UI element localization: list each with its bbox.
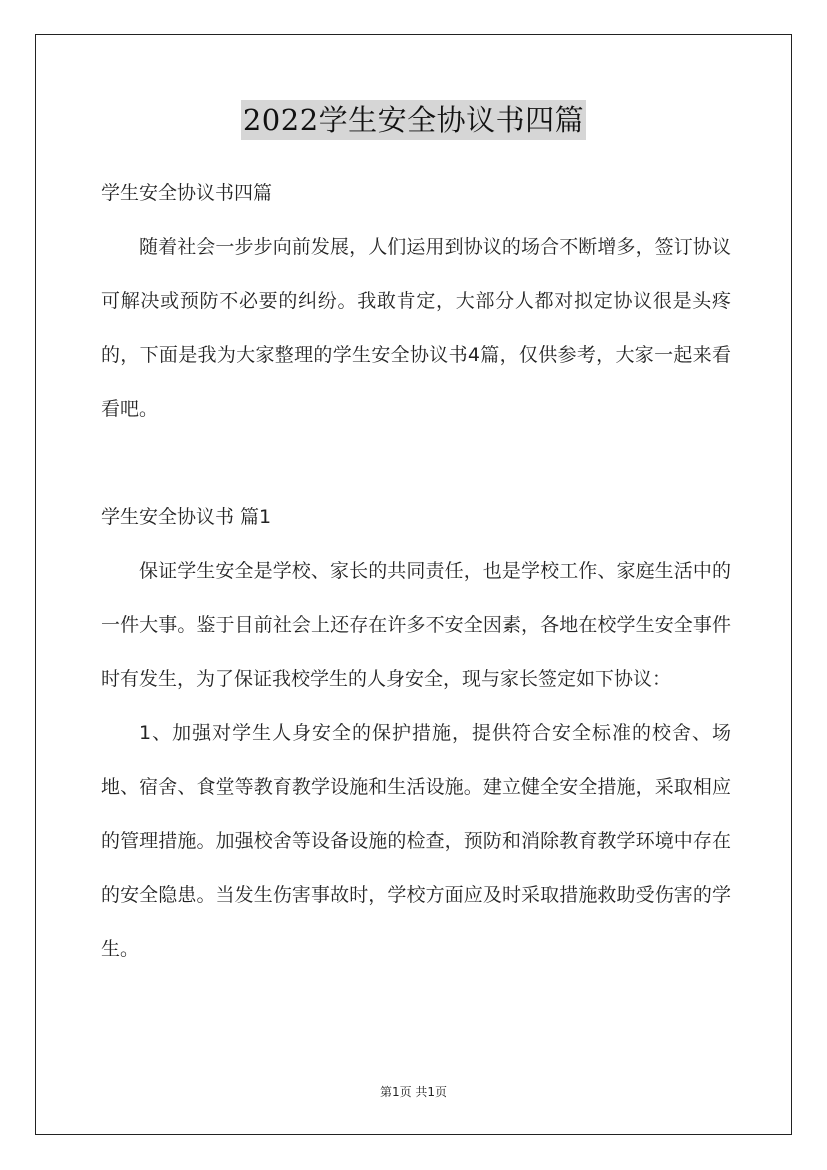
page-footer: 第1页 共1页	[379, 1085, 448, 1099]
title-container	[0, 100, 827, 140]
document-subtitle: 学生安全协议书四篇	[101, 182, 273, 204]
intro-paragraph: 随着社会一步步向前发展，人们运用到协议的场合不断增多，签订协议可解决或预防不必要的纠纷。我敢肯定，大部分人都对拟定协议很是头疼的，下面是我为大家整理的学生安全协议书4篇，仅供参考，大家一起来看看吧。	[101, 236, 731, 420]
section-paragraph-2: 1、加强对学生人身安全的保护措施，提供符合安全标准的校舍、场地、宿舍、食堂等教育教学设施和生活设施。建立健全安全措施，采取相应的管理措施。加强校舍等设备设施的检查，预防和消除教育教学环境中存在的安全隐患。当发生伤害事故时，学校方面应及时采取措施救助受伤害的学生。	[101, 722, 731, 960]
document-body	[101, 166, 731, 976]
section-paragraph-1: 保证学生安全是学校、家长的共同责任，也是学校工作、家庭生活中的一件大事。鉴于目前社会上还存在许多不安全因素，各地在校学生安全事件时有发生，为了保证我校学生的人身安全，现与家长签定如下协议：	[101, 560, 731, 690]
section-heading: 学生安全协议书 篇1	[101, 506, 272, 528]
document-title: 2022学生安全协议书四篇	[241, 100, 586, 140]
paragraph-gap	[101, 436, 731, 490]
